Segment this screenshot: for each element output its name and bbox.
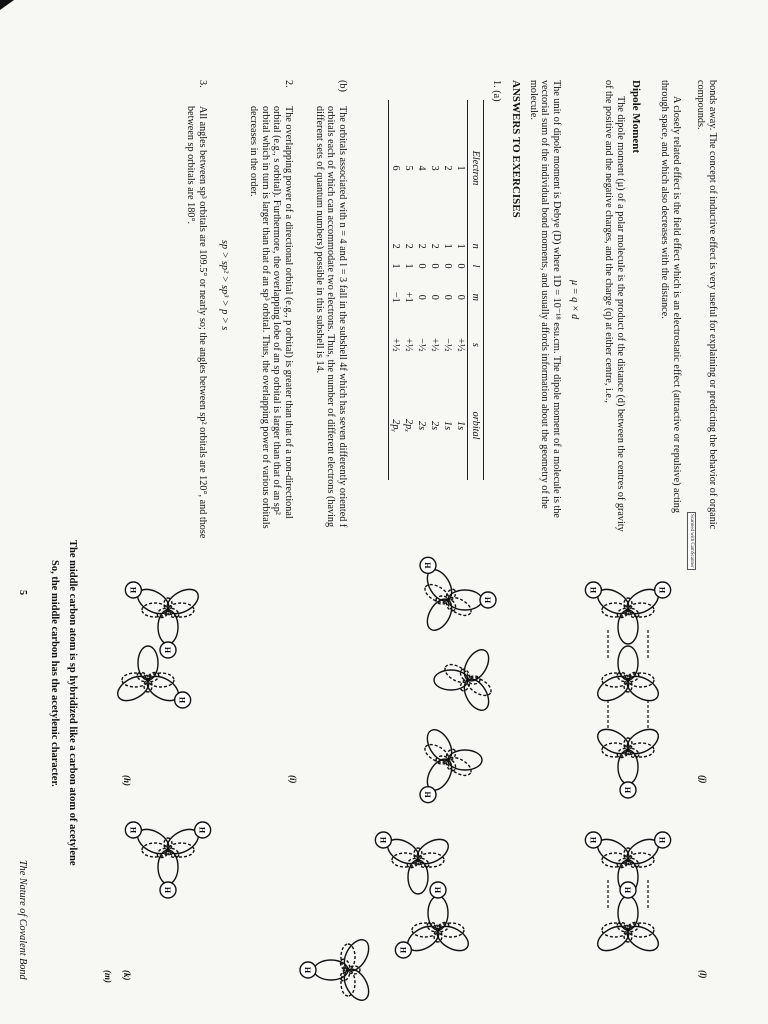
table-cell: +½ xyxy=(455,338,466,352)
orbital-lobe xyxy=(618,896,638,930)
question-3-text: All angles between sp³ orbitals are 109.5° or nearly so; the angles between sp² orbitals are 120°, and those between sp orbitals are 180°. xyxy=(185,106,208,539)
label-h: (h) xyxy=(122,775,132,786)
table-cell: 2 xyxy=(442,165,453,171)
camscanner-logo: Scanned with CamScanner xyxy=(689,514,694,568)
label-m: (m) xyxy=(103,970,113,983)
orbital-lobe xyxy=(459,646,493,685)
table-cell: 1 xyxy=(455,165,466,171)
table-header: Electron xyxy=(468,100,484,236)
table-cell: 0 xyxy=(429,294,440,300)
orbital-lobe xyxy=(428,896,448,930)
dipole-definition: The dipole moment (μ) of a polar molecule is the product of the distance (d) between the centres of gravity of the positive and the negative charges, and the charge (q) at either centre, i.e., xyxy=(603,80,626,532)
table-header: m xyxy=(468,276,484,319)
hydrogen-label: H xyxy=(483,596,492,604)
table-header: l xyxy=(468,256,484,276)
table-cell: 0 xyxy=(416,294,427,300)
orbital-lobe xyxy=(602,603,628,617)
hydrogen-label: H xyxy=(623,886,632,894)
question-2-label: 2. xyxy=(283,80,294,88)
table-cell: 5 xyxy=(403,165,414,171)
question-1a-label: 1. (a) xyxy=(491,80,502,102)
table-cell: 3 xyxy=(429,165,440,171)
table-cell: 4 xyxy=(416,165,427,171)
orbital-lobe xyxy=(158,610,178,644)
orbital-lobe xyxy=(168,603,194,617)
table-cell: 1 xyxy=(389,256,403,276)
hydrogen-label: H xyxy=(623,786,632,794)
orbital-lobe xyxy=(408,860,428,894)
table-cell: −½ xyxy=(442,338,453,352)
hydrogen-label: H xyxy=(588,836,598,844)
table-cell: 2 xyxy=(389,236,403,256)
figure-column xyxy=(0,530,768,1024)
hydrogen-label: H xyxy=(163,886,172,894)
dipole-equation: μ = q × d xyxy=(569,280,580,320)
table-row xyxy=(441,100,454,480)
hydrogen-label: H xyxy=(588,586,598,594)
table-row xyxy=(428,100,441,480)
orbital-order: sp > sp² > sp³ > p > s xyxy=(219,240,230,331)
orbital-lobe xyxy=(618,750,638,784)
orbital-lobe xyxy=(158,850,178,884)
table-cell: 0 xyxy=(455,294,466,300)
page-number: 5 xyxy=(17,590,28,596)
table-cell: 2pᵧ xyxy=(389,371,403,480)
hydrogen-label: H xyxy=(177,696,187,704)
orbital-lobe xyxy=(122,673,148,687)
orbital-lobe xyxy=(418,853,444,867)
table-header: s xyxy=(468,319,484,372)
table-cell: 2pₓ xyxy=(403,419,414,433)
orbital-lobe xyxy=(168,843,194,857)
label-k: (k) xyxy=(122,970,132,981)
table-cell: 2 xyxy=(429,243,440,249)
hydrogen-label: H xyxy=(197,826,207,834)
table-row xyxy=(415,100,428,480)
table-cell: 1 xyxy=(403,263,414,269)
table-cell: 0 xyxy=(442,294,453,300)
table-cell: 0 xyxy=(429,263,440,269)
orbital-lobe xyxy=(628,603,654,617)
orbital-lobe xyxy=(142,603,168,617)
table-cell: −½ xyxy=(416,338,427,352)
hydrogen-label: H xyxy=(163,646,172,654)
hydrogen-label: H xyxy=(378,836,388,844)
orbital-lobe xyxy=(392,853,418,867)
orbital-lobe xyxy=(628,743,654,757)
orbital-lobe xyxy=(412,923,438,937)
orbital-lobe xyxy=(628,923,654,937)
table-cell: +½ xyxy=(389,319,403,372)
table-cell: 2s xyxy=(416,421,427,431)
table-row xyxy=(454,100,468,480)
hydrogen-label: H xyxy=(657,836,667,844)
orbital-lobe xyxy=(438,923,464,937)
hydrogen-label: H xyxy=(423,791,432,798)
inductive-paragraph: bonds away. The concept of inductive effect is very useful for explaining or predicting the behavior of organic compounds. xyxy=(695,80,718,530)
orbital-lobe xyxy=(618,610,638,644)
dipole-heading: Dipole Moment xyxy=(630,80,642,154)
figure-caption-1: The middle carbon atom is sp hybridized like a carbon atom of acetylene xyxy=(67,540,78,866)
orbital-lobe xyxy=(142,843,168,857)
table-cell: +½ xyxy=(429,338,440,352)
figure-caption-2: So, the middle carbon has the acetylenic character. xyxy=(49,560,60,787)
orbital-lobe xyxy=(448,590,482,610)
orbital-lobe xyxy=(314,960,348,980)
table-cell: 2s xyxy=(429,421,440,431)
hydrogen-label: H xyxy=(423,562,432,569)
table-header: orbital xyxy=(468,371,484,480)
hydrogen-label: H xyxy=(433,886,442,894)
table-cell: 0 xyxy=(442,263,453,269)
orbital-lobe xyxy=(602,923,628,937)
orbital-lobe xyxy=(422,595,456,634)
table-cell: 1 xyxy=(455,243,466,249)
orbital-lobe xyxy=(628,673,654,687)
orbital-lobe xyxy=(434,670,468,690)
question-2-text: The overlapping power of a directional orbital (e.g., p orbital) is greater than that of a non-directional orbital (e.g., s orbital). Furthermore, the overlapping lobe of an sp orbital is larger than that of an sp² orbital which in turn is larger than that of an sp³ orbital. Thus, the overlapping power of various orbitals decreases in the order. xyxy=(248,106,294,529)
table-cell: 2 xyxy=(416,243,427,249)
hydrogen-label: H xyxy=(303,966,312,974)
table-row xyxy=(389,100,403,480)
field-effect-paragraph: A closely related effect is the field effect which is an electrostatic effect (attractive or repulsive) acting through space, and which also decreases with the distance. xyxy=(659,80,682,513)
table-cell: 6 xyxy=(389,100,403,236)
table-cell: −1 xyxy=(389,276,403,319)
orbital-lobe xyxy=(148,673,174,687)
label-l: (l) xyxy=(698,970,708,979)
orbital-lobe xyxy=(602,673,628,687)
label-i: (i) xyxy=(288,775,298,784)
table-cell: 1s xyxy=(455,421,466,431)
table-cell: 2 xyxy=(403,243,414,249)
hydrogen-label: H xyxy=(398,946,408,954)
question-1b-label: (b) xyxy=(337,80,348,92)
orbital-lobe xyxy=(341,944,355,970)
dipole-unit-paragraph: The unit of dipole moment is Debye (D) where 1D = 10⁻¹⁸ esu.cm. The dipole moment of a molecule is the vectorial sum of the individual bond moments, and usually affords information about the geometry of the molecule. xyxy=(527,80,562,518)
hydrogen-label: H xyxy=(128,586,138,594)
label-j: (j) xyxy=(698,775,708,784)
running-title: The Nature of Covalent Bond xyxy=(17,860,28,980)
question-3-label: 3. xyxy=(197,80,208,88)
table-header: n xyxy=(468,236,484,256)
table-cell: 1 xyxy=(442,243,453,249)
table-cell: +½ xyxy=(403,338,414,352)
orbital-lobe xyxy=(602,743,628,757)
table-row xyxy=(402,100,415,480)
table-cell: +1 xyxy=(403,291,414,303)
orbital-lobe xyxy=(448,750,482,770)
hydrogen-label: H xyxy=(128,826,138,834)
electron-table xyxy=(388,100,484,480)
hydrogen-label: H xyxy=(657,586,667,594)
text-column xyxy=(0,40,768,539)
question-1b-text: The orbitals associated with n = 4 and l = 3 fall in the subshell 4f which has seven differently oriented f orbitals each of which can accommodate two electrons. Thus, the number of different electrons (having different sets of quantum numbers) possible in this subshell is 14. xyxy=(313,106,348,528)
table-cell: 0 xyxy=(416,263,427,269)
orbital-lobe xyxy=(138,646,158,680)
orbital-lobe xyxy=(628,853,654,867)
orbital-lobe xyxy=(341,970,355,996)
orbital-diagrams xyxy=(0,530,768,1024)
table-cell: 0 xyxy=(455,263,466,269)
answers-heading: ANSWERS TO EXERCISES xyxy=(510,80,522,218)
table-cell: 1s xyxy=(442,421,453,431)
orbital-lobe xyxy=(618,646,638,680)
orbital-lobe xyxy=(602,853,628,867)
